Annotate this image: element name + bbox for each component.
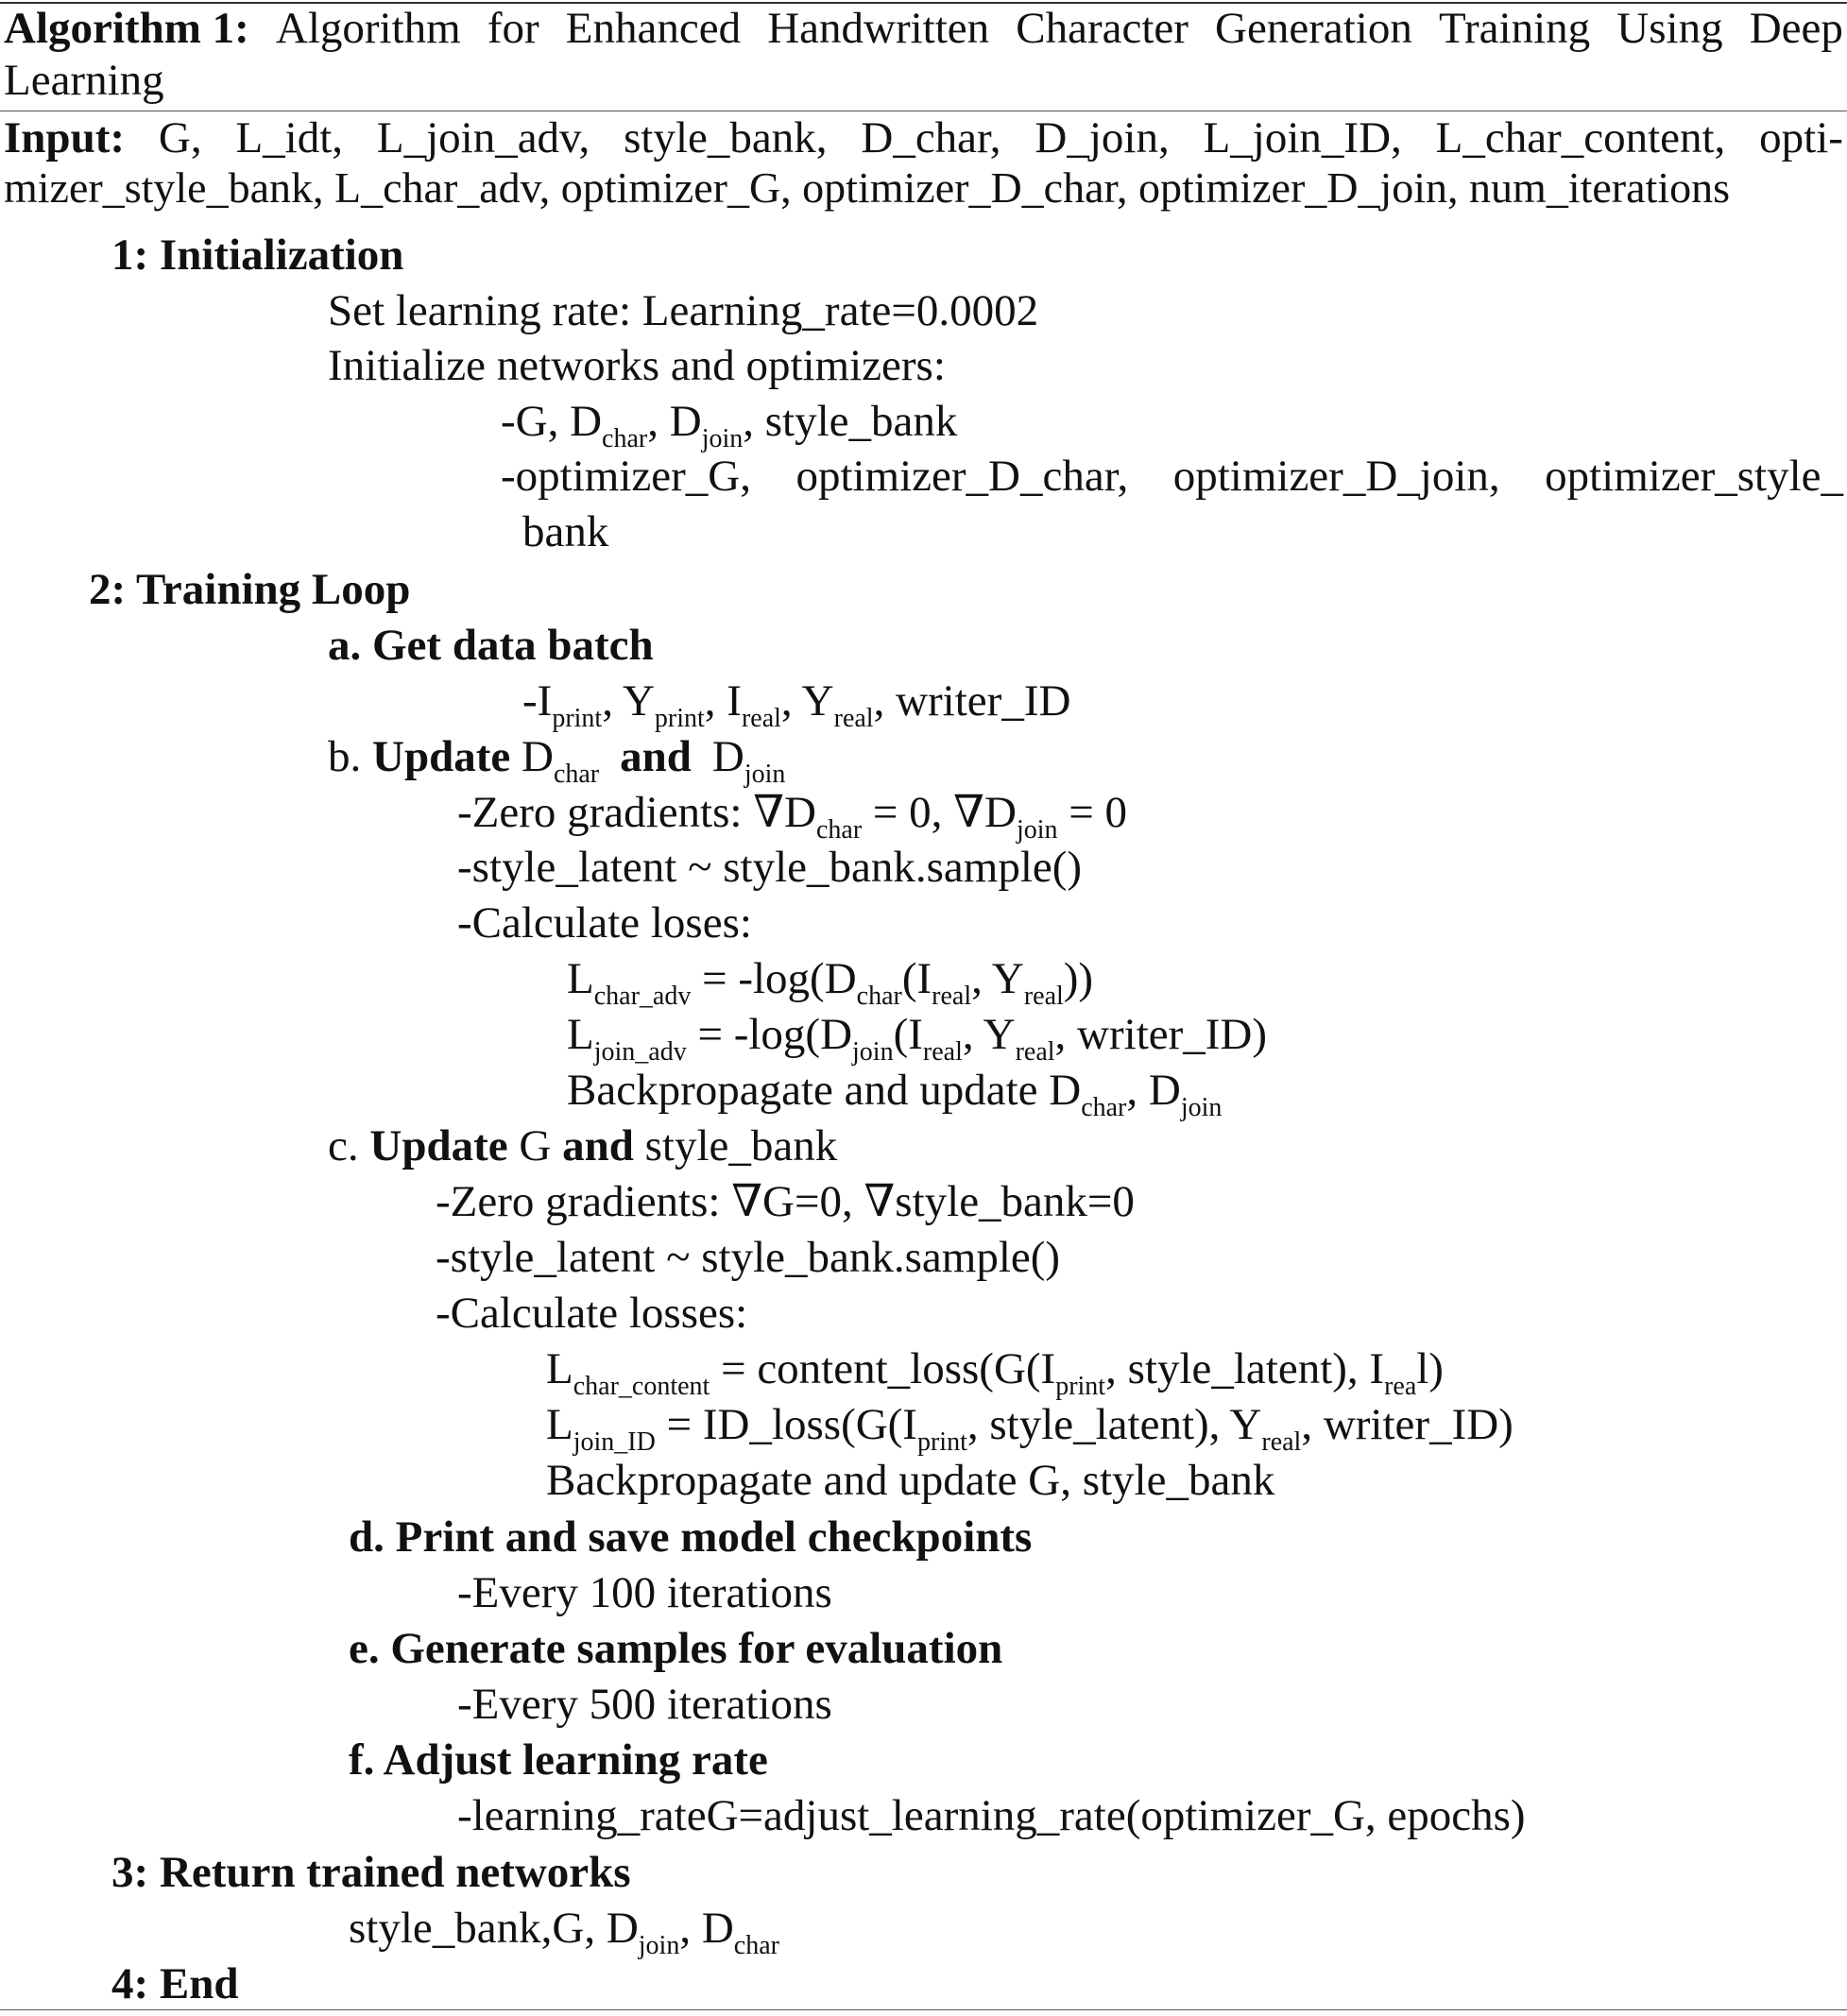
input-word: L_join_adv, — [376, 113, 590, 162]
step-2a-header: a. Get data batch — [328, 621, 654, 670]
backprop-update-d: Backpropagate and update $D_{char}$, $D_{join}$ — [567, 1066, 1223, 1122]
step-4-header: 4: End — [111, 1959, 239, 2008]
title-word: Handwritten — [767, 4, 990, 53]
input-label: Input: — [4, 113, 126, 162]
title-word: Deep — [1749, 4, 1843, 53]
input-word: L_idt, — [235, 113, 344, 162]
step-2c-header: c. Update G and style_bank — [328, 1121, 838, 1170]
step-2d-header: d. Print and save model checkpoints — [349, 1512, 1033, 1562]
data-batch-vars: $-I_{print}$, $Y_{print}$, $I_{real}$, $Y_{real}$, writer_ID — [522, 676, 1071, 733]
title-word: Character — [1016, 4, 1189, 53]
optimizer-word: optimizer_D_join, — [1172, 452, 1500, 501]
input-word: L_join_ID, — [1203, 113, 1402, 162]
loss-char-content: $L_{char\_content}$ = $content\_loss(G(I_{print}$, style_latent), $I_{rea}l$) — [546, 1344, 1444, 1401]
calculate-loses: -Calculate loses: — [457, 898, 752, 948]
style-latent-sample-b: -style_latent ~ style_bank.sample() — [457, 843, 1083, 892]
optimizer-word: optimizer_D_char, — [795, 452, 1129, 501]
title-word: Algorithm — [275, 4, 461, 53]
returned-networks: style_bank,G, $D_{join}$, $D_{char}$ — [349, 1904, 779, 1960]
step-2e-header: e. Generate samples for evaluation — [349, 1624, 1003, 1673]
learning-rate-line: Set learning rate: Learning_rate=0.0002 — [328, 286, 1039, 335]
step-1-header: 1: Initialization — [111, 231, 404, 280]
style-latent-sample-c: -style_latent ~ style_bank.sample() — [436, 1233, 1061, 1282]
step-2b-header: b. Update $D_{char}$ and $D_{join}$ — [328, 732, 786, 789]
optimizers-list-cont: bank — [522, 507, 609, 556]
title-word: Enhanced — [565, 4, 742, 53]
bottom-rule — [0, 2009, 1847, 2010]
algorithm-title — [4, 0, 1843, 57]
optimizers-list — [501, 448, 1843, 504]
loss-join-adv: $L_{join\_adv} = -\log(D_{join}(I_{real}$, $Y_{real}$, writer_ID) — [567, 1010, 1268, 1067]
checkpoint-frequency: -Every 100 iterations — [457, 1568, 832, 1617]
title-word: Generation — [1215, 4, 1412, 53]
backprop-update-g: Backpropagate and update G, style_bank — [546, 1456, 1275, 1505]
input-word: opti- — [1759, 113, 1843, 162]
algorithm-label: Algorithm 1: — [4, 4, 249, 53]
algorithm-title-cont: Learning — [4, 56, 164, 105]
step-2-header: 2: Training Loop — [89, 565, 411, 614]
adjust-learning-rate-line: -learning_rateG=adjust_learning_rate(optimizer_G, epochs) — [457, 1791, 1526, 1840]
step-3-header: 3: Return trained networks — [111, 1848, 631, 1897]
init-networks-line: Initialize networks and optimizers: — [328, 341, 946, 390]
title-word: Training — [1438, 4, 1591, 53]
loss-join-id: $L_{join\_ID}$ = $ID\_loss(G(I_{print}$, style_latent), $Y_{real}$, writer_ID) — [546, 1400, 1514, 1457]
networks-list: -G, $D_{char}$, $D_{join}$, style_bank — [501, 397, 958, 453]
input-word: D_char, — [861, 113, 1001, 162]
input-line — [4, 110, 1843, 166]
input-word: D_join, — [1035, 113, 1170, 162]
calculate-losses: -Calculate losses: — [436, 1289, 748, 1338]
optimizer-word: -optimizer_G, — [501, 452, 751, 501]
input-word: L_char_content, — [1435, 113, 1726, 162]
title-word: for — [487, 4, 539, 53]
input-word: style_bank, — [624, 113, 828, 162]
sample-frequency: -Every 500 iterations — [457, 1680, 832, 1729]
step-2f-header: f. Adjust learning rate — [349, 1735, 768, 1785]
zero-gradients-d: -Zero gradients: $\nabla D_{char} = 0$, $\nabla D_{join} = 0$ — [457, 788, 1128, 845]
optimizer-word: optimizer_style_ — [1545, 452, 1843, 501]
title-word: Using — [1616, 4, 1723, 53]
loss-char-adv: $L_{char\_adv} = -\log(D_{char}(I_{real}$, $Y_{real}$)) — [567, 954, 1094, 1011]
zero-gradients-g: -Zero gradients: ∇G=0, ∇style_bank=0 — [436, 1177, 1135, 1226]
input-line-cont: mizer_style_bank, L_char_adv, optimizer_G, optimizer_D_char, optimizer_D_join, num_iterations — [4, 163, 1730, 212]
input-word: G, — [158, 113, 202, 162]
